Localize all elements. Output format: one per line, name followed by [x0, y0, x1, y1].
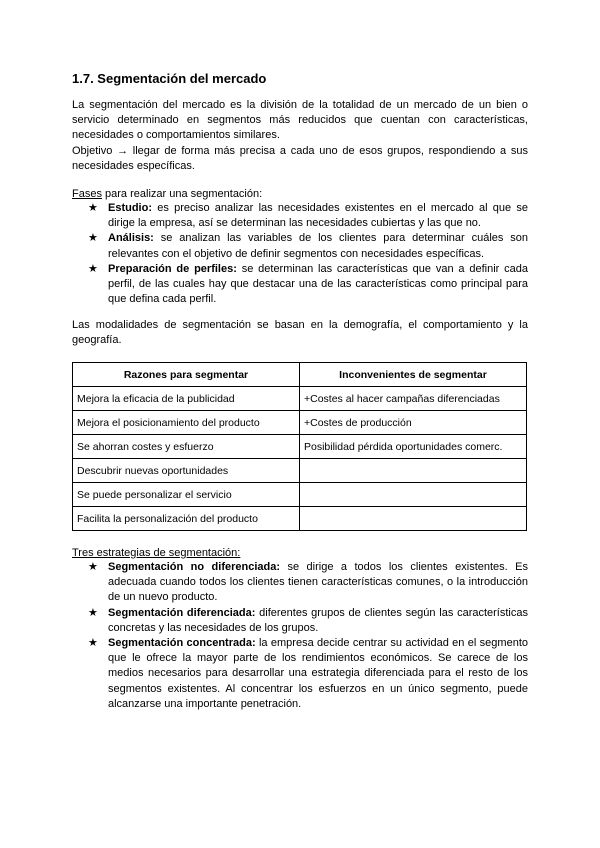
star-bullet-icon: ★	[88, 262, 98, 275]
modalidades-paragraph: Las modalidades de segmentación se basan en la demografía, el comportamiento y la geografía.	[72, 319, 528, 347]
table-cell	[300, 507, 527, 531]
table-cell: +Costes al hacer campañas diferenciadas	[300, 387, 527, 411]
item-term: Segmentación no diferenciada:	[108, 561, 281, 573]
section-heading: 1.7. Segmentación del mercado	[72, 71, 267, 86]
intro-block	[72, 98, 528, 174]
fases-title-underlined: Fases	[72, 188, 102, 200]
table-cell: Mejora el posicionamiento del producto	[73, 411, 300, 435]
item-text: es preciso analizar las necesidades existentes en el mercado al que se dirige la empresa, así se determinan las necesidades cubiertas y las que no.	[108, 202, 528, 230]
star-bullet-icon: ★	[88, 637, 98, 650]
estrategias-title: Tres estrategias de segmentación:	[72, 547, 241, 559]
fases-title-rest: para realizar una segmentación:	[101, 188, 263, 200]
fases-title	[72, 187, 262, 202]
list-item	[72, 606, 528, 636]
objective-paragraph: Objetivo → llegar de forma más precisa a cada uno de esos grupos, respondiendo a sus necesidades específicas.	[72, 144, 528, 172]
item-term: Análisis:	[108, 232, 154, 245]
table-header-row	[73, 363, 527, 387]
table-cell	[300, 483, 527, 507]
table-header-cell: Inconvenientes de segmentar	[300, 363, 527, 387]
definition-paragraph: La segmentación del mercado es la división de la totalidad de un mercado de un bien o servicio determinado en segmentos más reducidos que cuentan con características, necesidades o comportamientos similares.	[72, 99, 528, 142]
item-text: diferentes grupos de clientes según las características concretas y las necesidades de los grupos.	[108, 606, 528, 634]
list-item	[72, 560, 528, 606]
table-cell: Se puede personalizar el servicio	[73, 483, 300, 507]
table-row	[73, 435, 527, 459]
table-cell: Descubrir nuevas oportunidades	[73, 459, 300, 483]
list-item	[72, 262, 528, 308]
item-text: se analizan las variables de los clientes para determinar cuáles son relevantes con el objetivo de definir segmentos con necesidades específicas.	[108, 232, 528, 260]
list-item	[72, 231, 528, 261]
item-text: la empresa decide centrar su actividad en el segmento que le ofrece la mayor parte de los rendimientos económicos. Se carece de los medios necesarios para desarrollar una estrategia diferenciada para el resto de los segmentos existentes. Al concentrar los esfuerzos en un único segmento, puede alcanzarse una importante penetración.	[108, 637, 528, 710]
razones-table	[72, 362, 527, 531]
item-term: Segmentación diferenciada:	[108, 606, 256, 619]
item-text: se dirige a todos los clientes existentes. Es adecuada cuando todos los clientes tienen características comunes, o la introducción de un nuevo producto.	[108, 561, 529, 604]
item-term: Segmentación concentrada:	[108, 637, 256, 650]
table-cell: Facilita la personalización del producto	[73, 507, 300, 531]
item-term: Preparación de perfiles:	[108, 262, 237, 275]
table-cell	[300, 459, 527, 483]
item-term: Estudio:	[108, 202, 152, 214]
star-bullet-icon: ★	[88, 202, 98, 214]
list-item	[72, 636, 528, 712]
table-row	[73, 507, 527, 531]
item-text: se determinan las características que van a definir cada perfil, de las cuales hay que destacar una de las características como principal para que defina cada perfil.	[108, 262, 528, 306]
star-bullet-icon: ★	[88, 561, 98, 573]
table-cell: Posibilidad pérdida oportunidades comerc.	[300, 435, 527, 459]
list-item	[72, 201, 528, 231]
table-row	[73, 411, 527, 435]
estrategias-list	[72, 560, 528, 712]
fases-list	[72, 201, 528, 307]
star-bullet-icon: ★	[88, 606, 98, 619]
table-header-cell: Razones para segmentar	[73, 363, 300, 387]
table-row	[73, 459, 527, 483]
star-bullet-icon: ★	[88, 232, 98, 245]
table-row	[73, 483, 527, 507]
table-cell: Mejora la eficacia de la publicidad	[73, 387, 300, 411]
table-row	[73, 387, 527, 411]
table-cell: Se ahorran costes y esfuerzo	[73, 435, 300, 459]
table-cell: +Costes de producción	[300, 411, 527, 435]
